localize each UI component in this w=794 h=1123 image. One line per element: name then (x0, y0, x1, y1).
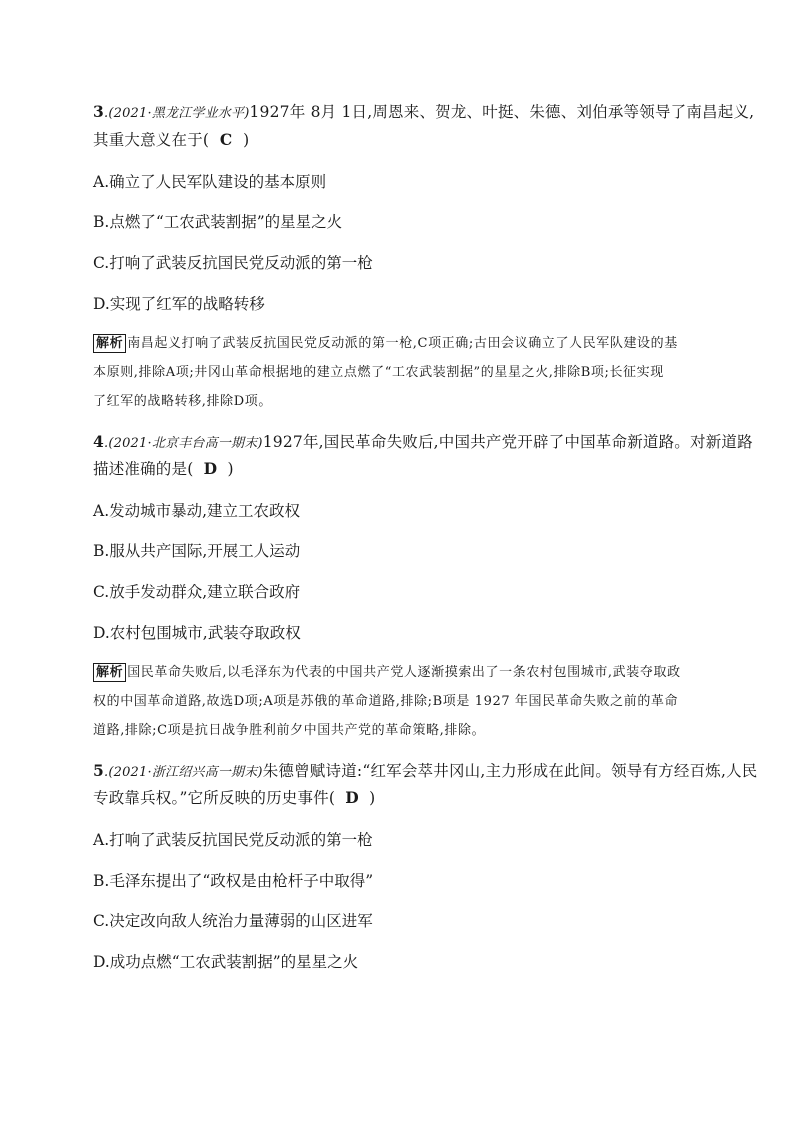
question-3-stem-line1 (93, 100, 754, 122)
question-5-stem-line1 (93, 759, 758, 781)
option-b: B.点燃了“工农武装割据”的星星之火 (93, 213, 343, 231)
question-number: 4 (93, 432, 104, 451)
analysis-line: 了红军的战略转移,排除D项。 (93, 394, 272, 409)
option-c: C.决定改向敌人统治力量薄弱的山区进军 (93, 912, 373, 930)
option-b: B.服从共产国际,开展工人运动 (93, 542, 301, 560)
stem-text: 朱德曾赋诗道:“红军会萃井冈山,主力形成在此间。领导有方经百炼,人民 (262, 762, 758, 780)
stem-text: ) (227, 460, 234, 478)
stem-text: 1927年 8月 1日,周恩来、贺龙、叶挺、朱德、刘伯承等领导了南昌起义, (249, 103, 755, 121)
stem-text: 描述准确的是( (93, 460, 194, 478)
question-4-stem-line2 (93, 457, 234, 479)
option-c: C.放手发动群众,建立联合政府 (93, 583, 301, 601)
analysis-line: 道路,排除;C项是抗日战争胜利前夕中国共产党的革命策略,排除。 (93, 723, 486, 738)
option-d: D.成功点燃“工农武装割据”的星星之火 (93, 953, 359, 971)
analysis-line: 权的中国革命道路,故选D项;A项是苏俄的革命道路,排除;B项是 1927 年国民革命失败之前的革命 (93, 694, 679, 709)
question-source: .(2021·北京丰台高一期末) (104, 436, 263, 451)
option-d: D.实现了红军的战略转移 (93, 295, 265, 313)
stem-text: 其重大意义在于( (93, 131, 210, 149)
question-5-stem-line2 (93, 786, 375, 808)
stem-text: 专政靠兵权。”它所反映的历史事件( (93, 789, 336, 807)
question-number: 3 (93, 102, 104, 121)
analysis-line: 本原则,排除A项;井冈山革命根据地的建立点燃了“工农武装割据”的星星之火,排除B项;长征实现 (93, 365, 664, 380)
answer-letter: D (345, 788, 359, 807)
question-number: 5 (93, 761, 104, 780)
stem-text: ) (243, 131, 250, 149)
analysis-tag: 解析 (93, 334, 126, 353)
question-4-stem-line1 (93, 430, 753, 452)
option-a: A.打响了武装反抗国民党反动派的第一枪 (93, 831, 373, 849)
answer-letter: C (219, 130, 233, 149)
question-3-stem-line2 (93, 128, 249, 150)
question-source: .(2021·浙江绍兴高一期末) (104, 765, 263, 780)
option-a: A.发动城市暴动,建立工农政权 (93, 502, 301, 520)
answer-letter: D (203, 459, 218, 478)
option-a: A.确立了人民军队建设的基本原则 (93, 173, 327, 191)
option-c: C.打响了武装反抗国民党反动派的第一枪 (93, 254, 373, 272)
analysis-text: 国民革命失败后,以毛泽东为代表的中国共产党人逐渐摸索出了一条农村包围城市,武装夺取政 (127, 665, 681, 680)
option-d: D.农村包围城市,武装夺取政权 (93, 624, 301, 642)
question-source: .(2021·黑龙江学业水平) (104, 106, 250, 121)
analysis-tag: 解析 (93, 663, 126, 682)
analysis-line (93, 661, 681, 682)
option-b: B.毛泽东提出了“政权是由枪杆子中取得” (93, 872, 374, 890)
analysis-text: 南昌起义打响了武装反抗国民党反动派的第一枪,C项正确;古田会议确立了人民军队建设的基 (127, 336, 678, 351)
stem-text: ) (369, 789, 376, 807)
stem-text: 1927年,国民革命失败后,中国共产党开辟了中国革命新道路。对新道路 (262, 433, 753, 451)
analysis-line (93, 332, 678, 353)
